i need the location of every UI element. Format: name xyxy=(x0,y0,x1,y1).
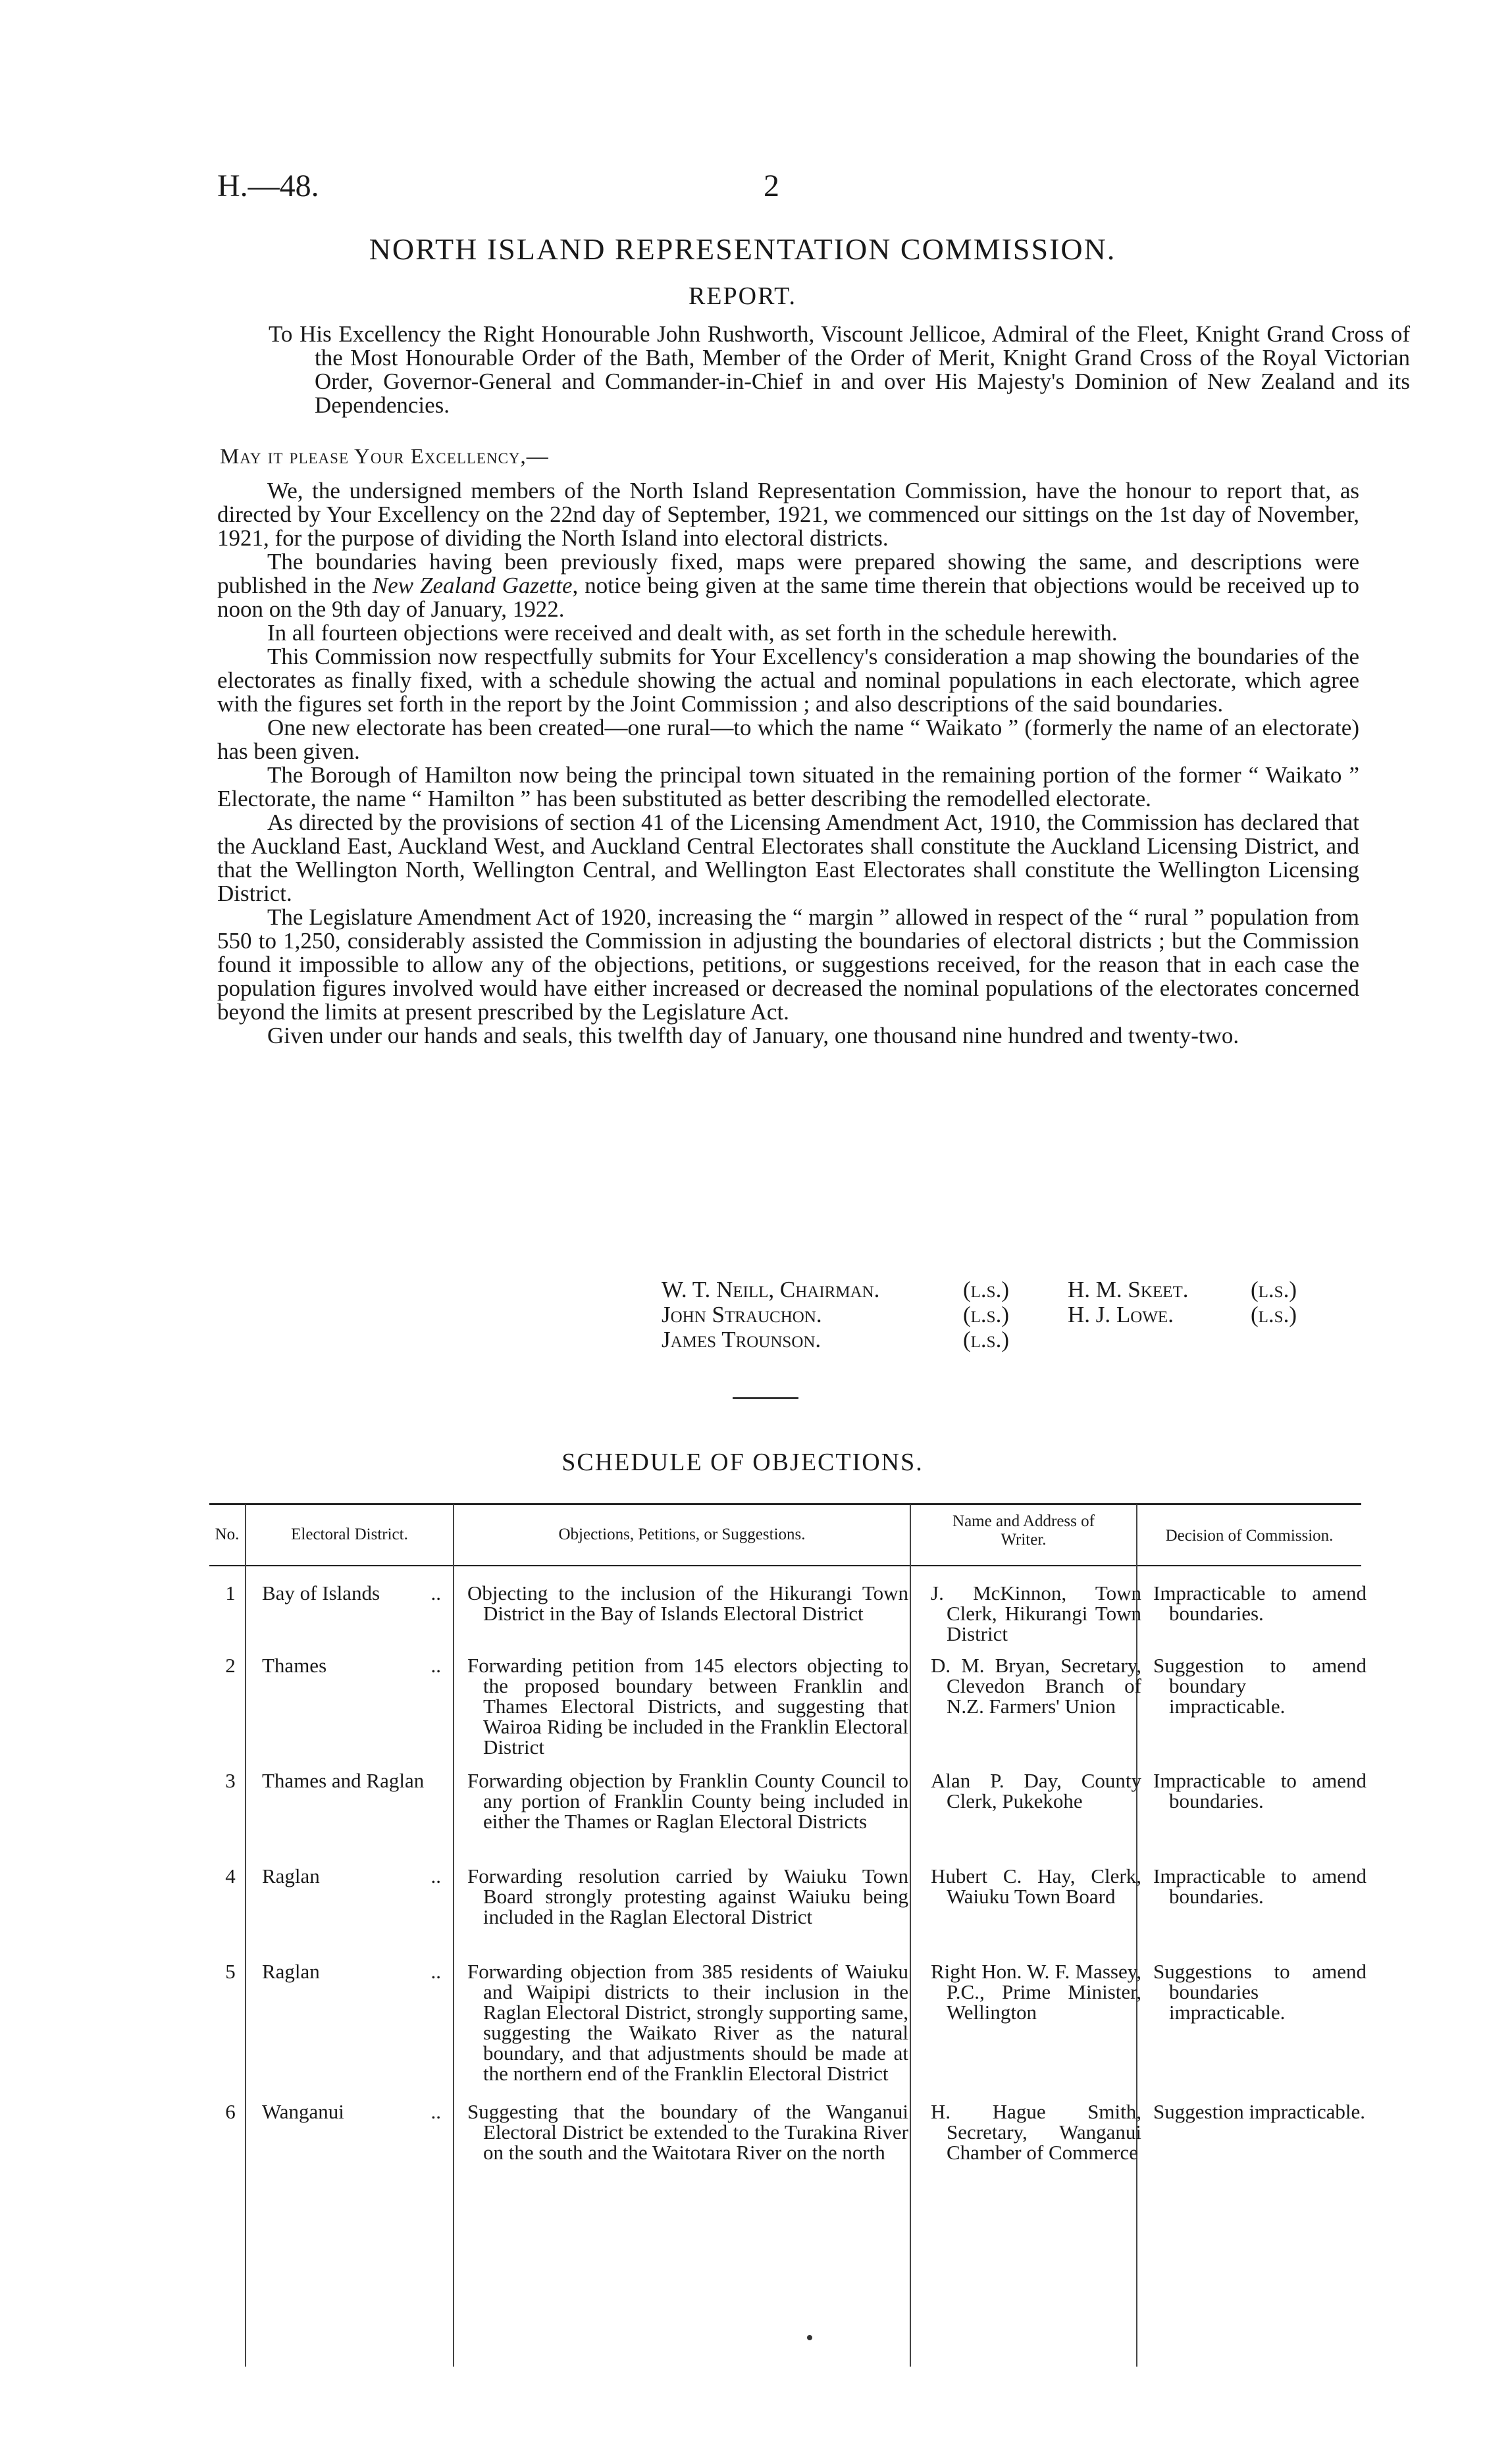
column-header-no: No. xyxy=(215,1526,240,1543)
row-decision: Suggestion impracticable. xyxy=(1153,2100,1365,2123)
row-writer: Alan P. Day, County Clerk, Pukekohe xyxy=(931,1769,1141,1812)
column-rule xyxy=(453,1504,454,2367)
gazette-title: New Zealand Gazette xyxy=(372,573,573,598)
paragraph-gazette: The boundaries having been previously fixed, maps were prepared showing the same, and descriptions were published in the New Zealand Gazette, notice being given at the same time therein that objections would be received up to noon on the 9th day of January, 1922. xyxy=(217,549,1359,622)
seal-mark: (l.s.) xyxy=(963,1327,1009,1352)
report-body xyxy=(217,479,1359,1048)
table-header-rule xyxy=(209,1565,1361,1566)
column-rule xyxy=(910,1504,911,2367)
signatory-name: H. J. Lowe. xyxy=(1068,1302,1174,1327)
signatory-name: W. T. Neill, Chairman. xyxy=(662,1277,880,1302)
table-top-rule xyxy=(209,1503,1361,1505)
row-district xyxy=(262,1655,450,1676)
paragraph: This Commission now respectfully submits for Your Excellency's consideration a map showing the boundaries of the electorates as finally fixed, with a schedule showing the actual and nominal populations in each electorate, which agree with the figures set forth in the report by the Joint Commission ; and also descriptions of the said boundaries. xyxy=(217,644,1359,717)
paragraph: The Borough of Hamilton now being the principal town situated in the remaining portion of the former “ Waikato ” Electorate, the name “ Hamilton ” has been substituted as better describing the remodelled electorate. xyxy=(217,762,1359,811)
column-header-district: Electoral District. xyxy=(291,1526,408,1543)
row-district xyxy=(262,1866,450,1886)
row-objection: Forwarding petition from 145 electors objecting to the proposed boundary between Franklin and Thames Electoral Districts, and suggesting that Wairoa Riding be included in the Franklin Electoral District xyxy=(467,1654,908,1758)
column-header-writer: Name and Address of Writer. xyxy=(952,1512,1095,1549)
leader-dots: .. xyxy=(430,1960,441,1983)
schedule-title: SCHEDULE OF OBJECTIONS. xyxy=(561,1449,924,1476)
column-rule xyxy=(245,1504,246,2367)
row-writer: H. Hague Smith, Secretary, Wanganui Chamber of Commerce xyxy=(931,2100,1141,2164)
page-number: 2 xyxy=(764,168,779,203)
row-objection: Forwarding objection from 385 residents of Waiuku and Waipipi districts to their inclusion in the Raglan Electoral District, strongly supporting same, suggesting the Waikato River as the natural boundary, and that adjustments should be made at the northern end of the Franklin Electoral District xyxy=(467,1960,908,2085)
row-number: 1 xyxy=(225,1581,236,1604)
row-decision: Suggestions to amend boundaries impracticable. xyxy=(1153,1960,1367,2024)
row-objection: Objecting to the inclusion of the Hikurangi Town District in the Bay of Islands Electoral District xyxy=(467,1581,908,1625)
district-name: Thames xyxy=(262,1654,327,1677)
leader-dots: .. xyxy=(430,1581,441,1604)
salutation: May it please Your Excellency,— xyxy=(220,445,549,469)
row-writer: J. McKinnon, Town Clerk, Hikurangi Town District xyxy=(931,1581,1141,1645)
column-header-decision: Decision of Commission. xyxy=(1165,1527,1334,1545)
leader-dots: .. xyxy=(430,2100,441,2123)
page-title: NORTH ISLAND REPRESENTATION COMMISSION. xyxy=(369,232,1116,266)
row-writer: D. M. Bryan, Secretary, Clevedon Branch of N.Z. Farmers' Union xyxy=(931,1654,1141,1718)
page-mark xyxy=(807,2335,812,2340)
seal-mark: (l.s.) xyxy=(1251,1302,1297,1327)
district-name: Bay of Islands xyxy=(262,1581,380,1604)
district-name: Raglan xyxy=(262,1960,320,1983)
row-district xyxy=(262,1770,450,1791)
paragraph: Given under our hands and seals, this twelfth day of January, one thousand nine hundred and twenty-two. xyxy=(267,1023,1239,1048)
row-objection: Forwarding resolution carried by Waiuku Town Board strongly protesting against Waiuku being included in the Raglan Electoral District xyxy=(467,1864,908,1928)
row-number: 6 xyxy=(225,2100,236,2123)
row-number: 2 xyxy=(225,1654,236,1677)
row-district xyxy=(262,1961,450,1982)
signatory-name: James Trounson. xyxy=(662,1327,821,1352)
row-district xyxy=(262,1583,450,1603)
row-writer: Hubert C. Hay, Clerk, Waiuku Town Board xyxy=(931,1864,1141,1908)
row-decision: Impracticable to amend boundaries. xyxy=(1153,1581,1367,1625)
row-objection: Forwarding objection by Franklin County Council to any portion of Franklin County being included in either the Thames or Raglan Electoral Districts xyxy=(467,1769,908,1833)
row-district xyxy=(262,2101,450,2122)
paragraph: The Legislature Amendment Act of 1920, increasing the “ margin ” allowed in respect of the “ rural ” population from 550 to 1,250, considerably assisted the Commission in adjusting the boundaries of electoral districts ; but the Commission found it impossible to allow any of the objections, petitions, or suggestions received, for the reason that in each case the population figures involved would have either increased or decreased the nominal populations of the electorates concerned beyond the limits at present prescribed by the Legislature Act. xyxy=(217,904,1359,1025)
signatory-name: H. M. Skeet. xyxy=(1068,1277,1189,1302)
row-decision: Impracticable to amend boundaries. xyxy=(1153,1864,1367,1908)
section-divider xyxy=(733,1397,798,1399)
district-name: Raglan xyxy=(262,1864,320,1887)
column-header-objection: Objections, Petitions, or Suggestions. xyxy=(558,1526,806,1543)
district-name: Wanganui xyxy=(262,2100,344,2123)
signatory-name: John Strauchon. xyxy=(662,1302,822,1327)
seal-mark: (l.s.) xyxy=(1251,1277,1297,1302)
paragraph: One new electorate has been created—one rural—to which the name “ Waikato ” (formerly the name of an electorate) has been given. xyxy=(217,715,1359,764)
report-heading: REPORT. xyxy=(688,282,797,310)
row-writer: Right Hon. W. F. Massey, P.C., Prime Minister, Wellington xyxy=(931,1960,1141,2024)
address-paragraph: To His Excellency the Right Honourable John Rushworth, Viscount Jellicoe, Admiral of the Fleet, Knight Grand Cross of the Most Honourable Order of the Bath, Member of the Order of Merit, Knight Grand Cross of the Royal Victorian Order, Governor-General and Commander-in-Chief in and over His Majesty's Dominion of New Zealand and its Dependencies. xyxy=(269,321,1410,418)
seal-mark: (l.s.) xyxy=(963,1302,1009,1327)
document-reference: H.—48. xyxy=(217,168,319,203)
row-decision: Impracticable to amend boundaries. xyxy=(1153,1769,1367,1812)
paragraph: As directed by the provisions of section 41 of the Licensing Amendment Act, 1910, the Commission has declared that the Auckland East, Auckland West, and Auckland Central Electorates shall constitute the Auckland Licensing District, and that the Wellington North, Wellington Central, and Wellington East Electorates shall constitute the Wellington Licensing District. xyxy=(217,809,1359,906)
row-number: 5 xyxy=(225,1960,236,1983)
seal-mark: (l.s.) xyxy=(963,1277,1009,1302)
row-decision: Suggestion to amend boundary impracticable. xyxy=(1153,1654,1367,1718)
paragraph: In all fourteen objections were received and dealt with, as set forth in the schedule herewith. xyxy=(267,620,1118,646)
row-number: 4 xyxy=(225,1864,236,1887)
leader-dots: .. xyxy=(430,1864,441,1887)
leader-dots: .. xyxy=(430,1654,441,1677)
row-objection: Suggesting that the boundary of the Wanganui Electoral District be extended to the Turakina River on the south and the Waitotara River on the north xyxy=(467,2100,908,2164)
district-name: Thames and Raglan xyxy=(262,1769,425,1792)
paragraph: We, the undersigned members of the North Island Representation Commission, have the honour to report that, as directed by Your Excellency on the 22nd day of September, 1921, we commenced our sittings on the 1st day of November, 1921, for the purpose of dividing the North Island into electoral districts. xyxy=(217,478,1359,551)
row-number: 3 xyxy=(225,1769,236,1792)
